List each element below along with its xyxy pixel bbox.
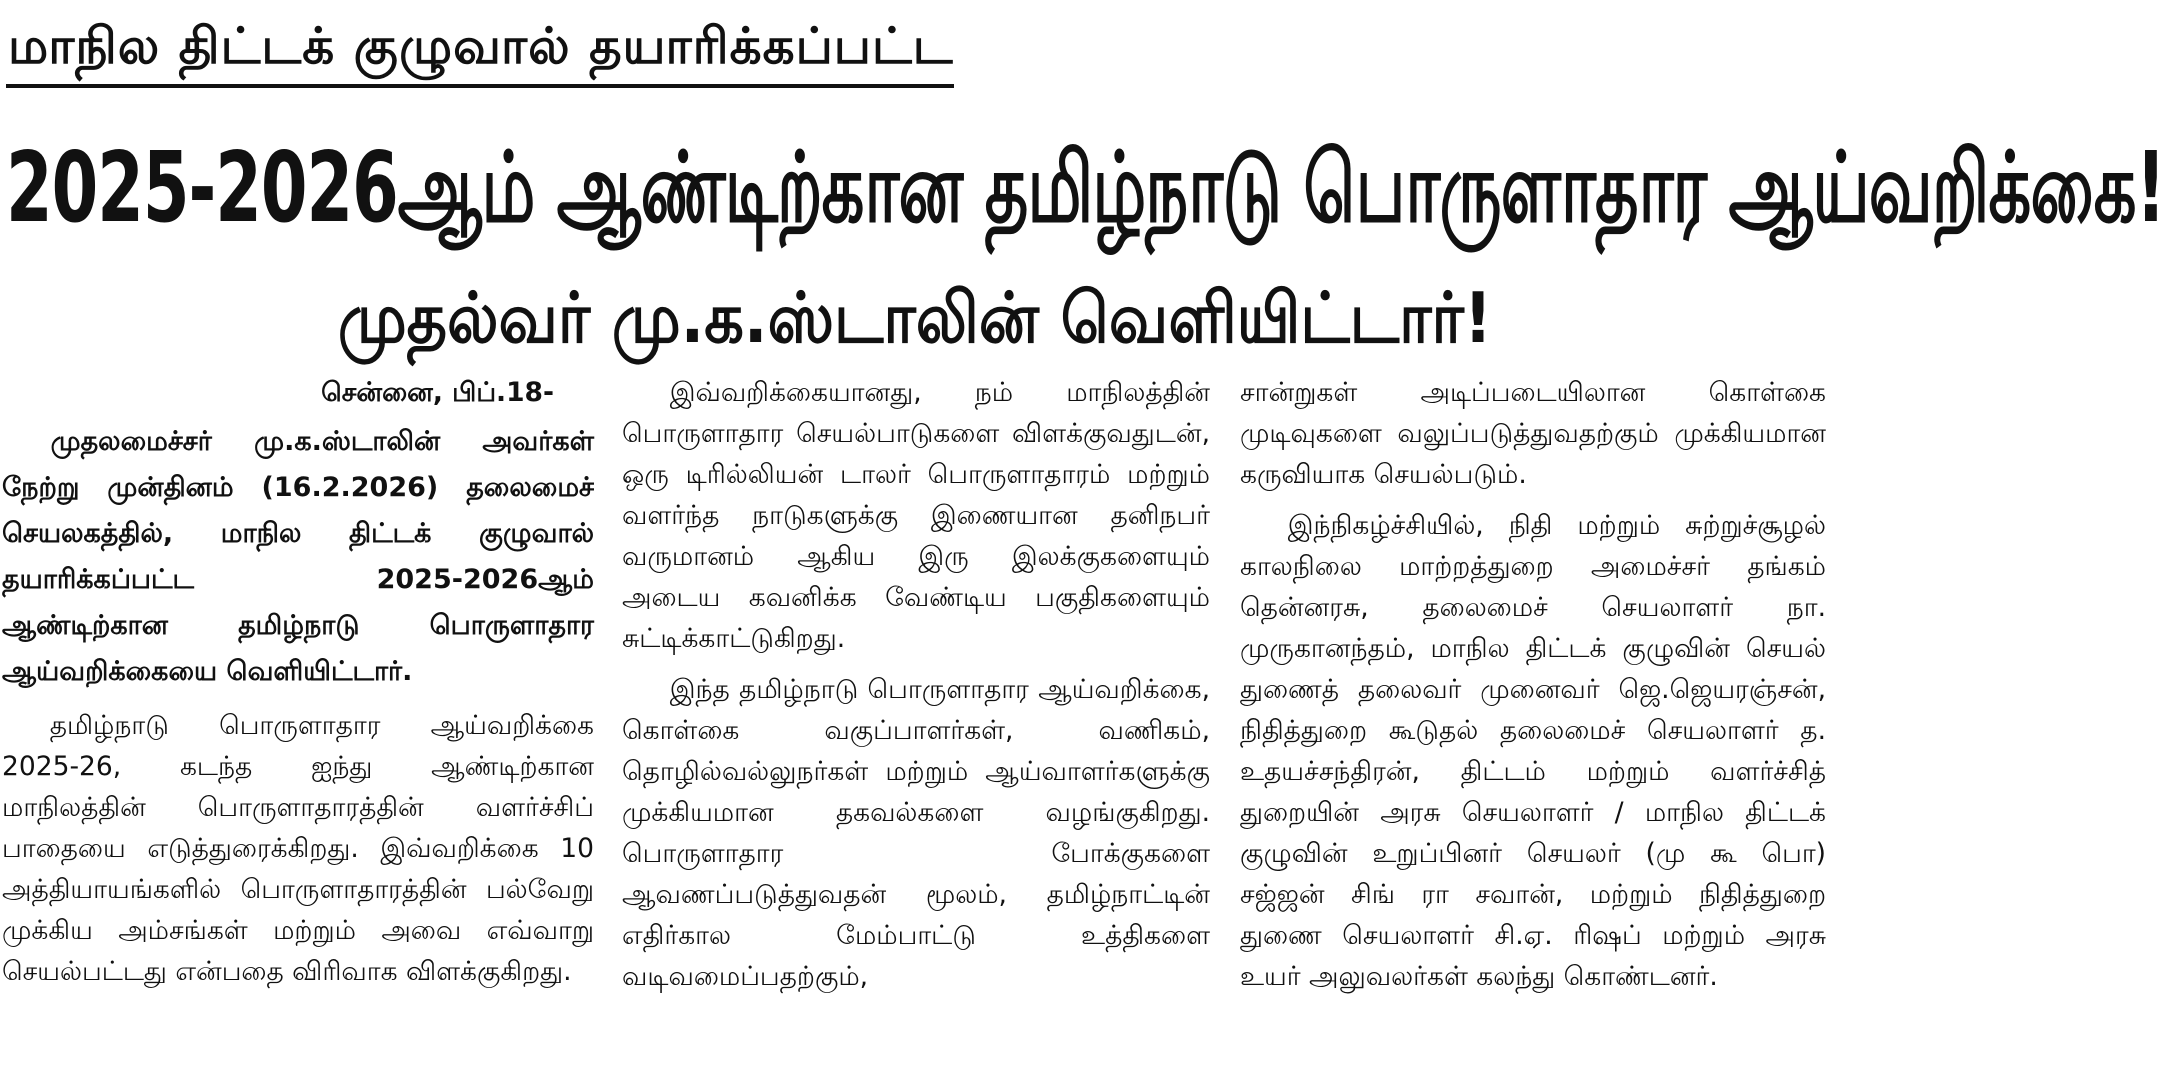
body-paragraph-3: இந்த தமிழ்நாடு பொருளாதார ஆய்வறிக்கை, கொள்கை வகுப்பாளர்கள், வணிகம், தொழில்வல்லுநர்கள் மற்றும் ஆய்வாளர்களுக்கு முக்கியமான தகவல்களை வழங்குகிறது. பொருளாதார போக்குகளை ஆவணப்படுத்துவதன் மூலம், தமிழ்நாட்டின் எதிர்கால மேம்பாட்டு உத்திகளை வடிவமைப்பதற்கும், [622, 674, 1210, 992]
lead-paragraph: முதலமைச்சர் மு.க.ஸ்டாலின் அவர்கள் நேற்று முன்தினம் (16.2.2026) தலைமைச் செயலகத்தில், மாநில திட்டக் குழுவால் தயாரிக்கப்பட்ட 2025-2026ஆம் ஆண்டிற்கான தமிழ்நாடு பொருளாதார ஆய்வறிக்கையை வெளியிட்டார். [2, 426, 594, 687]
sub-headline: முதல்வர் மு.க.ஸ்டாலின் வெளியிட்டார்! [337, 276, 1493, 359]
body-paragraph-3-continued: சான்றுகள் அடிப்படையிலான கொள்கை முடிவுகளை வலுப்படுத்துவதற்கும் முக்கியமான கருவியாக செயல்படும். [1240, 377, 1826, 490]
kicker-underline [6, 84, 954, 88]
article-column-2 [622, 372, 1210, 1007]
body-paragraph-1: தமிழ்நாடு பொருளாதார ஆய்வறிக்கை 2025-26, கடந்த ஐந்து ஆண்டிற்கான மாநிலத்தின் பொருளாதாரத்தின் வளர்ச்சிப் பாதையை எடுத்துரைக்கிறது. இவ்வறிக்கை 10 அத்தியாயங்களில் பொருளாதாரத்தின் பல்வேறு முக்கிய அம்சங்கள் மற்றும் அவை எவ்வாறு செயல்பட்டது என்பதை விரிவாக விளக்குகிறது. [2, 710, 594, 987]
article-column-1 [2, 372, 594, 1002]
dateline: சென்னை, பிப்.18- [321, 377, 554, 408]
main-headline: 2025-2026ஆம் ஆண்டிற்கான தமிழ்நாடு பொருளாதார ஆய்வறிக்கை! [6, 131, 2165, 245]
body-paragraph-2: இவ்வறிக்கையானது, நம் மாநிலத்தின் பொருளாதார செயல்பாடுகளை விளக்குவதுடன், ஒரு டிரில்லியன் டாலர் பொருளாதாரம் மற்றும் வளர்ந்த நாடுகளுக்கு இணையான தனிநபர் வருமானம் ஆகிய இரு இலக்குகளையும் அடைய கவனிக்க வேண்டிய பகுதிகளையும் சுட்டிக்காட்டுகிறது. [622, 377, 1210, 654]
body-paragraph-4: இந்நிகழ்ச்சியில், நிதி மற்றும் சுற்றுச்சூழல் காலநிலை மாற்றத்துறை அமைச்சர் தங்கம் தென்னரசு, தலைமைச் செயலாளர் நா. முருகானந்தம், மாநில திட்டக் குழுவின் செயல் துணைத் தலைவர் முனைவர் ஜெ.ஜெயரஞ்சன், நிதித்துறை கூடுதல் தலைமைச் செயலாளர் த. உதயச்சந்திரன், திட்டம் மற்றும் வளர்ச்சித் துறையின் அரசு செயலாளர் / மாநில திட்டக் குழுவின் உறுப்பினர் செயலர் (மு கூ பொ) சஜ்ஜன் சிங் ரா சவான், மற்றும் நிதித்துறை துணை செயலாளர் சி.ஏ. ரிஷப் மற்றும் அரசு உயர் அலுவலர்கள் கலந்து கொண்டனர். [1240, 510, 1826, 992]
kicker-headline: மாநில திட்டக் குழுவால் தயாரிக்கப்பட்ட [8, 17, 954, 75]
article-column-3 [1240, 372, 1826, 1007]
